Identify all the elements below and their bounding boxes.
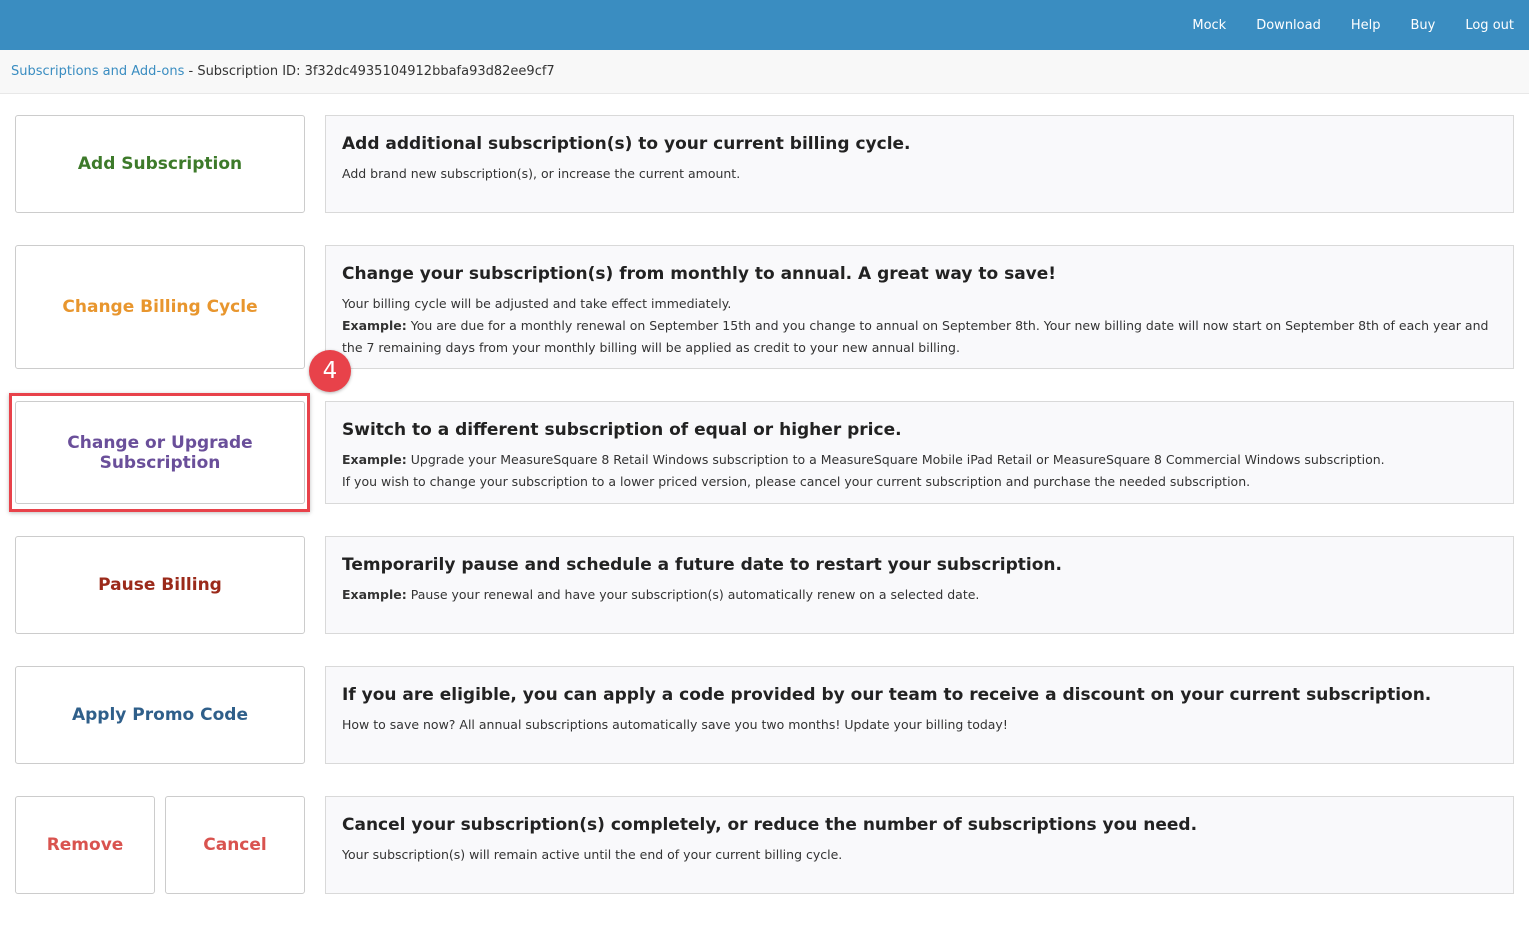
change-upgrade-subscription-heading: Switch to a different subscription of equal or higher price. bbox=[342, 420, 902, 440]
change-billing-cycle-button[interactable]: Change Billing Cycle bbox=[15, 245, 305, 369]
nav-help-link[interactable]: Help bbox=[1350, 17, 1381, 33]
pause-billing-example bbox=[342, 584, 1497, 606]
breadcrumb bbox=[0, 50, 1529, 94]
nav-links bbox=[1162, 0, 1514, 50]
breadcrumb-subscriptions-link[interactable]: Subscriptions and Add-ons bbox=[11, 64, 185, 79]
cancel-subscription-heading: Cancel your subscription(s) completely, or reduce the number of subscriptions you need. bbox=[342, 815, 1198, 835]
pause-billing-heading: Temporarily pause and schedule a future date to restart your subscription. bbox=[342, 555, 1062, 575]
cancel-subscription-description bbox=[325, 796, 1514, 894]
change-upgrade-subscription-button[interactable]: Change or Upgrade Subscription bbox=[15, 401, 305, 504]
change-billing-cycle-text: Your billing cycle will be adjusted and take effect immediately. bbox=[342, 296, 732, 311]
remove-button[interactable]: Remove bbox=[15, 796, 155, 894]
example-label: Example: bbox=[342, 587, 407, 602]
pause-billing-button[interactable]: Pause Billing bbox=[15, 536, 305, 634]
highlight-box bbox=[9, 393, 310, 512]
change-billing-cycle-example bbox=[342, 315, 1497, 359]
change-billing-cycle-description bbox=[325, 245, 1514, 369]
apply-promo-code-button[interactable]: Apply Promo Code bbox=[15, 666, 305, 764]
cancel-button[interactable]: Cancel bbox=[165, 796, 305, 894]
example-label: Example: bbox=[342, 318, 407, 333]
cancel-subscription-text: Your subscription(s) will remain active until the end of your current billing cycle. bbox=[342, 847, 843, 862]
top-navbar bbox=[0, 0, 1529, 50]
add-subscription-heading: Add additional subscription(s) to your current billing cycle. bbox=[342, 134, 911, 154]
apply-promo-code-description bbox=[325, 666, 1514, 764]
example-text: Upgrade your MeasureSquare 8 Retail Windows subscription to a MeasureSquare Mobile iPad Retail or MeasureSquare 8 Commercial Windows subscription. bbox=[406, 452, 1385, 467]
change-billing-cycle-heading: Change your subscription(s) from monthly to annual. A great way to save! bbox=[342, 264, 1057, 284]
change-upgrade-subscription-example bbox=[342, 449, 1497, 471]
nav-buy-link[interactable]: Buy bbox=[1410, 17, 1436, 33]
example-label: Example: bbox=[342, 452, 407, 467]
apply-promo-code-heading: If you are eligible, you can apply a code provided by our team to receive a discount on your current subscription. bbox=[342, 685, 1432, 705]
add-subscription-text: Add brand new subscription(s), or increase the current amount. bbox=[342, 166, 741, 181]
nav-download-link[interactable]: Download bbox=[1256, 17, 1321, 33]
example-text: Pause your renewal and have your subscription(s) automatically renew on a selected date. bbox=[406, 587, 980, 602]
apply-promo-code-text: How to save now? All annual subscriptions automatically save you two months! Update your billing today! bbox=[342, 717, 1008, 732]
change-upgrade-subscription-note: If you wish to change your subscription to a lower priced version, please cancel your current subscription and purchase the needed subscription. bbox=[342, 474, 1251, 489]
add-subscription-button[interactable]: Add Subscription bbox=[15, 115, 305, 213]
breadcrumb-separator: - bbox=[184, 64, 198, 79]
add-subscription-description bbox=[325, 115, 1514, 213]
step-number-badge: 4 bbox=[309, 350, 351, 392]
nav-logout-link[interactable]: Log out bbox=[1465, 17, 1514, 33]
pause-billing-description bbox=[325, 536, 1514, 634]
nav-mock-link[interactable]: Mock bbox=[1192, 17, 1227, 33]
subscription-id-text: Subscription ID: 3f32dc4935104912bbafa93d82ee9cf7 bbox=[197, 64, 555, 79]
example-text: You are due for a monthly renewal on September 15th and you change to annual on September 8th. Your new billing date will now start on September 8th of each year and the 7 remaining days from your monthly billing will be applied as credit to your new annual billing. bbox=[342, 318, 1489, 355]
change-upgrade-subscription-description bbox=[325, 401, 1514, 504]
